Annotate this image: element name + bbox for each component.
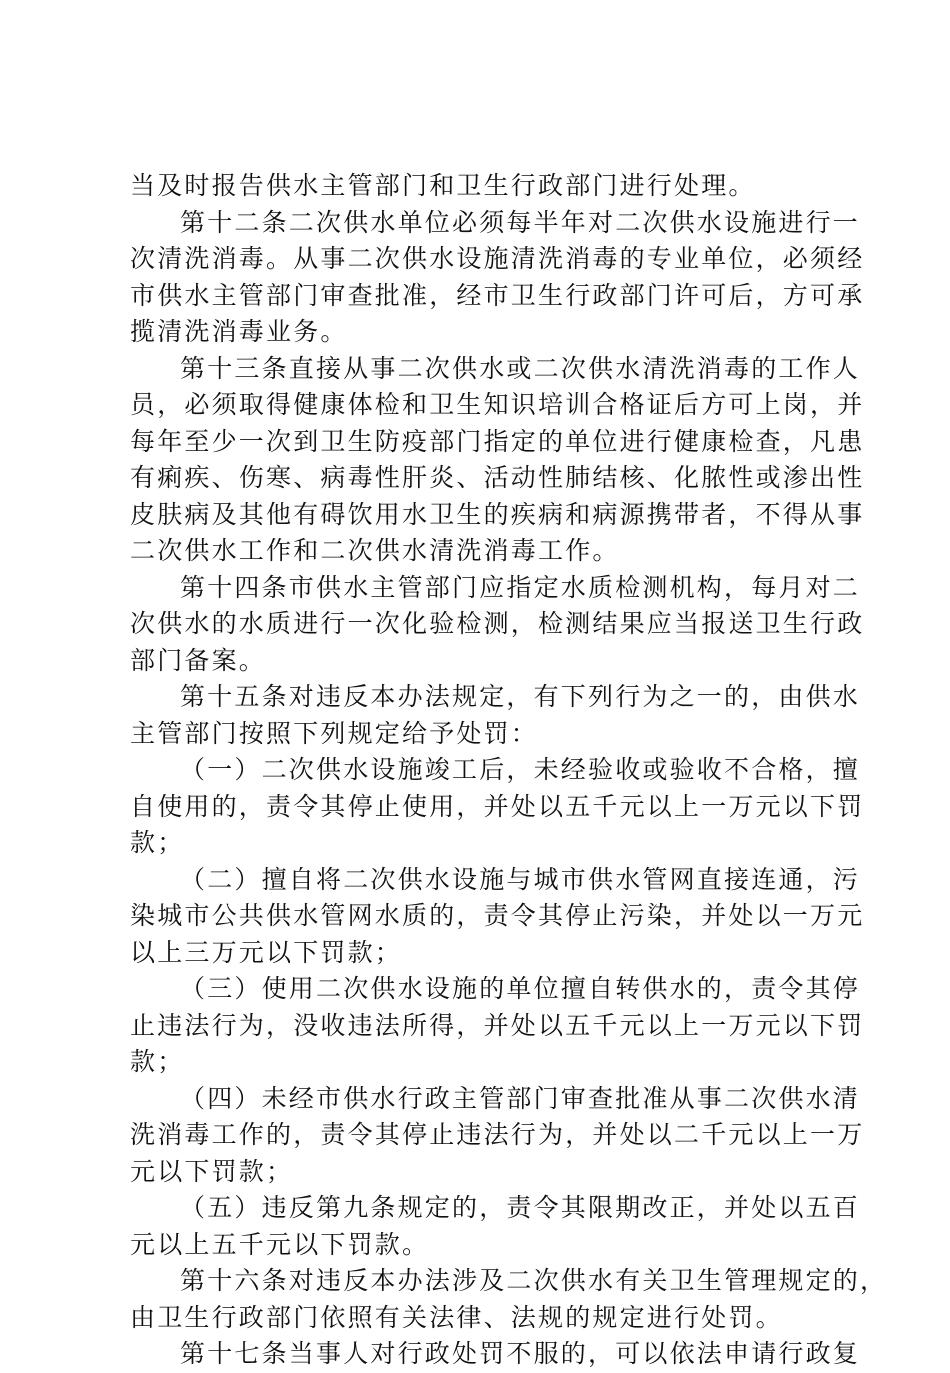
paragraph xyxy=(130,570,865,680)
paragraph xyxy=(130,862,865,972)
text-line: 当及时报告供水主管部门和卫生行政部门进行处理。 xyxy=(130,171,756,200)
text-line: 元以上五千元以下罚款。 xyxy=(130,1229,430,1259)
text-line: （一）二次供水设施竣工后，未经验收或验收不合格，擅 xyxy=(180,755,861,784)
text-line: 洗消毒工作的，责令其停止违法行为，并处以二千元以上一万 xyxy=(130,1120,865,1149)
paragraph xyxy=(130,351,865,570)
paragraph xyxy=(130,1081,865,1191)
text-line: 第十二条二次供水单位必须每半年对二次供水设施进行一 xyxy=(180,207,861,237)
text-line: 二次供水工作和二次供水清洗消毒工作。 xyxy=(130,536,620,565)
text-line: 部门备案。 xyxy=(130,645,267,675)
text-line: （三）使用二次供水设施的单位擅自转供水的，责令其停 xyxy=(180,974,861,1003)
text-line: 市供水主管部门审查批准，经市卫生行政部门许可后，方可承 xyxy=(130,280,865,310)
text-line: 第十七条当事人对行政处罚不服的，可以依法申请行政复 xyxy=(180,1339,861,1368)
text-line: 第十三条直接从事二次供水或二次供水清洗消毒的工作人 xyxy=(180,353,861,383)
text-line: 第十四条市供水主管部门应指定水质检测机构，每月对二 xyxy=(180,572,861,602)
text-line: 以上三万元以下罚款； xyxy=(130,937,403,967)
text-line: （四）未经市供水行政主管部门审查批准从事二次供水清 xyxy=(180,1083,861,1113)
paragraph xyxy=(130,168,840,205)
text-line: 每年至少一次到卫生防疫部门指定的单位进行健康检查，凡患 xyxy=(130,426,865,456)
text-line: 有痢疾、伤寒、病毒性肝炎、活动性肺结核、化脓性或渗出性 xyxy=(130,463,865,492)
document-page xyxy=(130,168,888,1373)
paragraph xyxy=(130,679,861,752)
text-line: 染城市公共供水管网水质的，责令其停止污染，并处以一万元 xyxy=(130,901,865,930)
paragraph xyxy=(130,1263,888,1336)
text-line: 款； xyxy=(130,828,185,857)
text-line: 次清洗消毒。从事二次供水设施清洗消毒的专业单位，必须经 xyxy=(130,244,865,273)
paragraph xyxy=(130,971,865,1081)
paragraph xyxy=(130,1336,861,1373)
paragraph xyxy=(130,205,865,351)
text-line: 款； xyxy=(130,1047,185,1076)
text-line: 第十六条对违反本办法涉及二次供水有关卫生管理规定的， xyxy=(180,1266,888,1295)
text-line: 由卫生行政部门依照有关法律、法规的规定进行处罚。 xyxy=(130,1302,783,1332)
paragraph xyxy=(130,1190,861,1263)
text-line: 员，必须取得健康体检和卫生知识培训合格证后方可上岗，并 xyxy=(130,390,865,419)
text-line: 次供水的水质进行一次化验检测，检测结果应当报送卫生行政 xyxy=(130,609,865,638)
text-line: 元以下罚款； xyxy=(130,1156,294,1186)
paragraph xyxy=(130,752,865,862)
text-line: 第十五条对违反本办法规定，有下列行为之一的，由供水 xyxy=(180,682,861,711)
text-line: 揽清洗消毒业务。 xyxy=(130,317,348,346)
text-line: 主管部门按照下列规定给予处罚： xyxy=(130,718,539,748)
text-line: （二）擅自将二次供水设施与城市供水管网直接连通，污 xyxy=(180,864,861,894)
text-line: 止违法行为，没收违法所得，并处以五千元以上一万元以下罚 xyxy=(130,1010,865,1040)
text-line: 自使用的，责令其停止使用，并处以五千元以上一万元以下罚 xyxy=(130,791,865,821)
text-line: 皮肤病及其他有碍饮用水卫生的疾病和病源携带者，不得从事 xyxy=(130,499,865,529)
text-line: （五）违反第九条规定的，责令其限期改正，并处以五百 xyxy=(180,1193,861,1222)
